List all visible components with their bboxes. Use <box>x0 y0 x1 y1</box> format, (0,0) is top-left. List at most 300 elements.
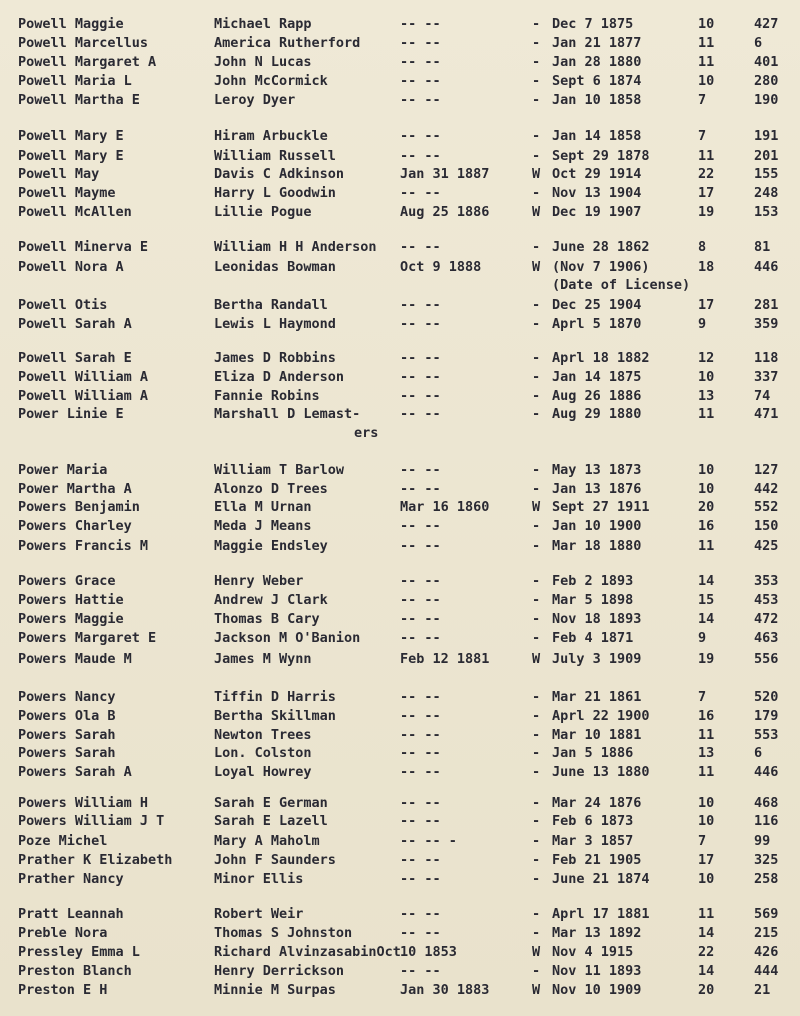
birth-date: -- -- <box>400 727 441 743</box>
page-number: 401 <box>754 54 779 70</box>
race-mark: - <box>532 833 541 849</box>
person-name: Preston E H <box>18 982 108 998</box>
birth-date: Jan 31 1887 <box>400 166 490 182</box>
marriage-date: Feb 21 1905 <box>552 852 642 868</box>
record-row <box>0 35 800 55</box>
race-mark: - <box>532 764 541 780</box>
spouse-name: Henry Derrickson <box>214 963 345 979</box>
record-row <box>0 764 800 784</box>
page-number: 190 <box>754 92 779 108</box>
page-number: 325 <box>754 852 779 868</box>
person-name: Powell Mary E <box>18 148 124 164</box>
volume-number: 10 <box>698 369 715 385</box>
volume-number: 15 <box>698 592 715 608</box>
marriage-date: Aprl 22 1900 <box>552 708 650 724</box>
spouse-name: Meda J Means <box>214 518 312 534</box>
spouse-name: Alonzo D Trees <box>214 481 328 497</box>
person-name: Powell May <box>18 166 100 182</box>
race-mark: W <box>532 259 541 275</box>
page-number: 569 <box>754 906 779 922</box>
spouse-name: Hiram Arbuckle <box>214 128 328 144</box>
volume-number: 14 <box>698 573 715 589</box>
volume-number: 16 <box>698 518 715 534</box>
record-row <box>0 982 800 1002</box>
marriage-date: Dec 25 1904 <box>552 297 642 313</box>
person-name: Poze Michel <box>18 833 108 849</box>
page-number: 191 <box>754 128 779 144</box>
person-name: Powell McAllen <box>18 204 132 220</box>
race-mark: - <box>532 73 541 89</box>
spouse-name: Lon. Colston <box>214 745 312 761</box>
birth-date: -- -- - <box>400 833 457 849</box>
spouse-name: Newton Trees <box>214 727 312 743</box>
spouse-name: Leonidas Bowman <box>214 259 336 275</box>
marriage-date: Feb 6 1873 <box>552 813 634 829</box>
record-row <box>0 297 800 317</box>
spouse-name: Mary A Maholm <box>214 833 320 849</box>
spouse-name: Eliza D Anderson <box>214 369 345 385</box>
record-row <box>0 689 800 709</box>
person-name: Powell Marcellus <box>18 35 149 51</box>
birth-date: Aug 25 1886 <box>400 204 490 220</box>
marriage-date: Nov 11 1893 <box>552 963 642 979</box>
page-number: 74 <box>754 388 771 404</box>
marriage-date: Aug 26 1886 <box>552 388 642 404</box>
page-number: 81 <box>754 239 771 255</box>
person-name: Power Martha A <box>18 481 132 497</box>
volume-number: 19 <box>698 651 715 667</box>
page-number: 127 <box>754 462 779 478</box>
volume-number: 11 <box>698 148 715 164</box>
record-row <box>0 239 800 259</box>
volume-number: 17 <box>698 297 715 313</box>
volume-number: 10 <box>698 73 715 89</box>
person-name: Powell Sarah E <box>18 350 132 366</box>
page-number: 446 <box>754 259 779 275</box>
page-number: 258 <box>754 871 779 887</box>
volume-number: 22 <box>698 166 715 182</box>
race-mark: - <box>532 406 541 422</box>
birth-date: -- -- <box>400 239 441 255</box>
person-name: Powell Mary E <box>18 128 124 144</box>
page-number: 425 <box>754 538 779 554</box>
race-mark: - <box>532 148 541 164</box>
marriage-date: Nov 4 1915 <box>552 944 634 960</box>
page-number: 472 <box>754 611 779 627</box>
birth-date: -- -- <box>400 185 441 201</box>
birth-date: -- -- <box>400 745 441 761</box>
volume-number: 13 <box>698 388 715 404</box>
spouse-name: Minor Ellis <box>214 871 304 887</box>
marriage-date: Oct 29 1914 <box>552 166 642 182</box>
record-row <box>0 708 800 728</box>
spouse-name: Thomas S Johnston <box>214 925 353 941</box>
race-mark: W <box>532 651 541 667</box>
person-name: Powers Grace <box>18 573 116 589</box>
birth-date: -- -- <box>400 538 441 554</box>
record-row <box>0 592 800 612</box>
volume-number: 11 <box>698 54 715 70</box>
spouse-name: James D Robbins <box>214 350 336 366</box>
record-row <box>0 73 800 93</box>
spouse-name: Marshall D Lemast- <box>214 406 361 422</box>
race-mark: - <box>532 518 541 534</box>
person-name: Prather Nancy <box>18 871 124 887</box>
license-note: (Date of License) <box>552 277 691 293</box>
page-number: 280 <box>754 73 779 89</box>
marriage-date: Mar 10 1881 <box>552 727 642 743</box>
record-row <box>0 906 800 926</box>
record-row <box>0 538 800 558</box>
marriage-date: Feb 4 1871 <box>552 630 634 646</box>
birth-date: -- -- <box>400 518 441 534</box>
race-mark: - <box>532 54 541 70</box>
spouse-name: William Russell <box>214 148 336 164</box>
race-mark: - <box>532 128 541 144</box>
volume-number: 14 <box>698 963 715 979</box>
person-name: Powell William A <box>18 388 149 404</box>
volume-number: 14 <box>698 925 715 941</box>
spouse-name: Thomas B Cary <box>214 611 320 627</box>
birth-date: -- -- <box>400 764 441 780</box>
record-row <box>0 871 800 891</box>
person-name: Powers Sarah A <box>18 764 132 780</box>
person-name: Powers Margaret E <box>18 630 157 646</box>
volume-number: 7 <box>698 833 707 849</box>
spouse-name: Minnie M Surpas <box>214 982 336 998</box>
record-row <box>0 259 800 279</box>
volume-number: 10 <box>698 871 715 887</box>
marriage-date: Mar 5 1898 <box>552 592 634 608</box>
birth-date: -- -- <box>400 350 441 366</box>
record-row <box>0 963 800 983</box>
birth-date: -- -- <box>400 148 441 164</box>
volume-number: 17 <box>698 852 715 868</box>
marriage-date: Mar 13 1892 <box>552 925 642 941</box>
page-number: 359 <box>754 316 779 332</box>
birth-date: -- -- <box>400 316 441 332</box>
race-mark: - <box>532 185 541 201</box>
race-mark: - <box>532 538 541 554</box>
race-mark: - <box>532 963 541 979</box>
birth-date: -- -- <box>400 611 441 627</box>
race-mark: - <box>532 630 541 646</box>
marriage-date: Feb 2 1893 <box>552 573 634 589</box>
page-number: 520 <box>754 689 779 705</box>
marriage-date: Jan 13 1876 <box>552 481 642 497</box>
page-number: 427 <box>754 16 779 32</box>
person-name: Powell Maria L <box>18 73 132 89</box>
person-name: Powell Margaret A <box>18 54 157 70</box>
volume-number: 11 <box>698 538 715 554</box>
record-row <box>0 944 800 964</box>
page-number: 281 <box>754 297 779 313</box>
record-row <box>0 148 800 168</box>
volume-number: 17 <box>698 185 715 201</box>
page-number: 552 <box>754 499 779 515</box>
record-row <box>0 481 800 501</box>
record-row <box>0 745 800 765</box>
volume-number: 16 <box>698 708 715 724</box>
spouse-name: Maggie Endsley <box>214 538 328 554</box>
spouse-name: Richard AlvinzasabinOct <box>214 944 401 960</box>
person-name: Powers Francis M <box>18 538 149 554</box>
spouse-name: Loyal Howrey <box>214 764 312 780</box>
race-mark: - <box>532 611 541 627</box>
person-name: Pratt Leannah <box>18 906 124 922</box>
spouse-name: Andrew J Clark <box>214 592 328 608</box>
record-row <box>0 54 800 74</box>
person-name: Powell Nora A <box>18 259 124 275</box>
marriage-date: Jan 10 1900 <box>552 518 642 534</box>
birth-date: 10 1853 <box>400 944 457 960</box>
race-mark: - <box>532 350 541 366</box>
record-row <box>0 406 800 426</box>
race-mark: - <box>532 316 541 332</box>
person-name: Powers Nancy <box>18 689 116 705</box>
birth-date: -- -- <box>400 54 441 70</box>
marriage-date: Mar 3 1857 <box>552 833 634 849</box>
race-mark: W <box>532 166 541 182</box>
person-name: Powers Maggie <box>18 611 124 627</box>
marriage-date: Nov 18 1893 <box>552 611 642 627</box>
race-mark: - <box>532 727 541 743</box>
person-name: Powell Minerva E <box>18 239 149 255</box>
record-row <box>0 204 800 224</box>
person-name: Powell Otis <box>18 297 108 313</box>
volume-number: 22 <box>698 944 715 960</box>
birth-date: -- -- <box>400 73 441 89</box>
volume-number: 18 <box>698 259 715 275</box>
race-mark: W <box>532 204 541 220</box>
person-name: Powell Maggie <box>18 16 124 32</box>
record-row <box>0 128 800 148</box>
volume-number: 7 <box>698 128 707 144</box>
birth-date: -- -- <box>400 369 441 385</box>
marriage-date: Jan 5 1886 <box>552 745 634 761</box>
spouse-name: Sarah E Lazell <box>214 813 328 829</box>
page-number: 337 <box>754 369 779 385</box>
birth-date: -- -- <box>400 630 441 646</box>
record-row <box>0 166 800 186</box>
spouse-name: John N Lucas <box>214 54 312 70</box>
record-row <box>0 462 800 482</box>
spouse-name: Henry Weber <box>214 573 304 589</box>
marriage-date: Aug 29 1880 <box>552 406 642 422</box>
page-number: 155 <box>754 166 779 182</box>
volume-number: 9 <box>698 316 707 332</box>
spouse-name: Tiffin D Harris <box>214 689 336 705</box>
spouse-name: Lillie Pogue <box>214 204 312 220</box>
marriage-date: Jan 14 1875 <box>552 369 642 385</box>
marriage-date: Nov 10 1909 <box>552 982 642 998</box>
person-name: Powers William H <box>18 795 149 811</box>
record-row <box>0 630 800 650</box>
record-row <box>0 388 800 408</box>
page-number: 426 <box>754 944 779 960</box>
marriage-date: Jan 21 1877 <box>552 35 642 51</box>
record-row <box>0 833 800 853</box>
birth-date: -- -- <box>400 406 441 422</box>
person-name: Powell William A <box>18 369 149 385</box>
person-name: Powers Hattie <box>18 592 124 608</box>
marriage-date: Sept 6 1874 <box>552 73 642 89</box>
record-row <box>0 185 800 205</box>
birth-date: -- -- <box>400 852 441 868</box>
spouse-name: Davis C Adkinson <box>214 166 345 182</box>
volume-number: 10 <box>698 462 715 478</box>
volume-number: 19 <box>698 204 715 220</box>
page-number: 215 <box>754 925 779 941</box>
marriage-date: Nov 13 1904 <box>552 185 642 201</box>
birth-date: -- -- <box>400 462 441 478</box>
birth-date: -- -- <box>400 92 441 108</box>
race-mark: - <box>532 592 541 608</box>
spouse-name: William T Barlow <box>214 462 345 478</box>
page-number: 471 <box>754 406 779 422</box>
record-row <box>0 499 800 519</box>
marriage-date: May 13 1873 <box>552 462 642 478</box>
page-number: 201 <box>754 148 779 164</box>
spouse-name: Bertha Skillman <box>214 708 336 724</box>
spouse-name: Sarah E German <box>214 795 328 811</box>
race-mark: - <box>532 297 541 313</box>
marriage-date: July 3 1909 <box>552 651 642 667</box>
birth-date: -- -- <box>400 689 441 705</box>
race-mark: - <box>532 906 541 922</box>
person-name: Pressley Emma L <box>18 944 140 960</box>
page-number: 153 <box>754 204 779 220</box>
marriage-date: Dec 19 1907 <box>552 204 642 220</box>
race-mark: - <box>532 35 541 51</box>
race-mark: - <box>532 462 541 478</box>
volume-number: 10 <box>698 16 715 32</box>
volume-number: 20 <box>698 982 715 998</box>
page-number: 442 <box>754 481 779 497</box>
race-mark: - <box>532 852 541 868</box>
race-mark: W <box>532 982 541 998</box>
marriage-date: Aprl 18 1882 <box>552 350 650 366</box>
page-number: 118 <box>754 350 779 366</box>
record-row <box>0 925 800 945</box>
record-row <box>0 611 800 631</box>
birth-date: -- -- <box>400 128 441 144</box>
record-row <box>0 813 800 833</box>
marriage-date: Mar 18 1880 <box>552 538 642 554</box>
person-name: Preble Nora <box>18 925 108 941</box>
marriage-date: Sept 29 1878 <box>552 148 650 164</box>
race-mark: W <box>532 499 541 515</box>
race-mark: W <box>532 944 541 960</box>
person-name: Powers Sarah <box>18 745 116 761</box>
birth-date: -- -- <box>400 906 441 922</box>
birth-date: -- -- <box>400 297 441 313</box>
birth-date: -- -- <box>400 963 441 979</box>
spouse-name: Jackson M O'Banion <box>214 630 361 646</box>
spouse-name: America Rutherford <box>214 35 361 51</box>
race-mark: - <box>532 871 541 887</box>
volume-number: 11 <box>698 35 715 51</box>
birth-date: Feb 12 1881 <box>400 651 490 667</box>
race-mark: - <box>532 925 541 941</box>
record-row <box>0 369 800 389</box>
volume-number: 8 <box>698 239 707 255</box>
record-row <box>0 92 800 112</box>
birth-date: -- -- <box>400 35 441 51</box>
volume-number: 9 <box>698 630 707 646</box>
birth-date: -- -- <box>400 16 441 32</box>
page-number: 444 <box>754 963 779 979</box>
record-row <box>0 795 800 815</box>
race-mark: - <box>532 239 541 255</box>
record-row <box>0 573 800 593</box>
spouse-name: John McCormick <box>214 73 328 89</box>
page-number: 556 <box>754 651 779 667</box>
volume-number: 10 <box>698 795 715 811</box>
birth-date: -- -- <box>400 871 441 887</box>
marriage-date: Mar 21 1861 <box>552 689 642 705</box>
spouse-name: Harry L Goodwin <box>214 185 336 201</box>
spouse-name: James M Wynn <box>214 651 312 667</box>
page-number: 453 <box>754 592 779 608</box>
volume-number: 11 <box>698 764 715 780</box>
volume-number: 20 <box>698 499 715 515</box>
race-mark: - <box>532 16 541 32</box>
volume-number: 11 <box>698 906 715 922</box>
record-row <box>0 727 800 747</box>
volume-number: 14 <box>698 611 715 627</box>
marriage-date: Jan 28 1880 <box>552 54 642 70</box>
marriage-date: June 28 1862 <box>552 239 650 255</box>
birth-date: -- -- <box>400 573 441 589</box>
continuation-text: ers <box>354 425 379 441</box>
birth-date: -- -- <box>400 925 441 941</box>
page-number: 179 <box>754 708 779 724</box>
person-name: Power Maria <box>18 462 108 478</box>
volume-number: 10 <box>698 813 715 829</box>
person-name: Powers Ola B <box>18 708 116 724</box>
spouse-name: Michael Rapp <box>214 16 312 32</box>
record-row <box>0 16 800 36</box>
person-name: Powers William J T <box>18 813 165 829</box>
marriage-date: (Nov 7 1906) <box>552 259 650 275</box>
spouse-name: Robert Weir <box>214 906 304 922</box>
person-name: Powers Benjamin <box>18 499 140 515</box>
marriage-date: Mar 24 1876 <box>552 795 642 811</box>
record-row <box>0 852 800 872</box>
spouse-name: Lewis L Haymond <box>214 316 336 332</box>
spouse-name: Ella M Urnan <box>214 499 312 515</box>
race-mark: - <box>532 481 541 497</box>
page-number: 463 <box>754 630 779 646</box>
race-mark: - <box>532 573 541 589</box>
person-name: Powell Sarah A <box>18 316 132 332</box>
volume-number: 13 <box>698 745 715 761</box>
volume-number: 11 <box>698 727 715 743</box>
record-row <box>0 316 800 336</box>
spouse-name: Leroy Dyer <box>214 92 296 108</box>
person-name: Prather K Elizabeth <box>18 852 173 868</box>
spouse-name: John F Saunders <box>214 852 336 868</box>
volume-number: 11 <box>698 406 715 422</box>
race-mark: - <box>532 388 541 404</box>
birth-date: -- -- <box>400 813 441 829</box>
person-name: Powers Maude M <box>18 651 132 667</box>
volume-number: 10 <box>698 481 715 497</box>
volume-number: 12 <box>698 350 715 366</box>
volume-number: 7 <box>698 92 707 108</box>
page-number: 553 <box>754 727 779 743</box>
